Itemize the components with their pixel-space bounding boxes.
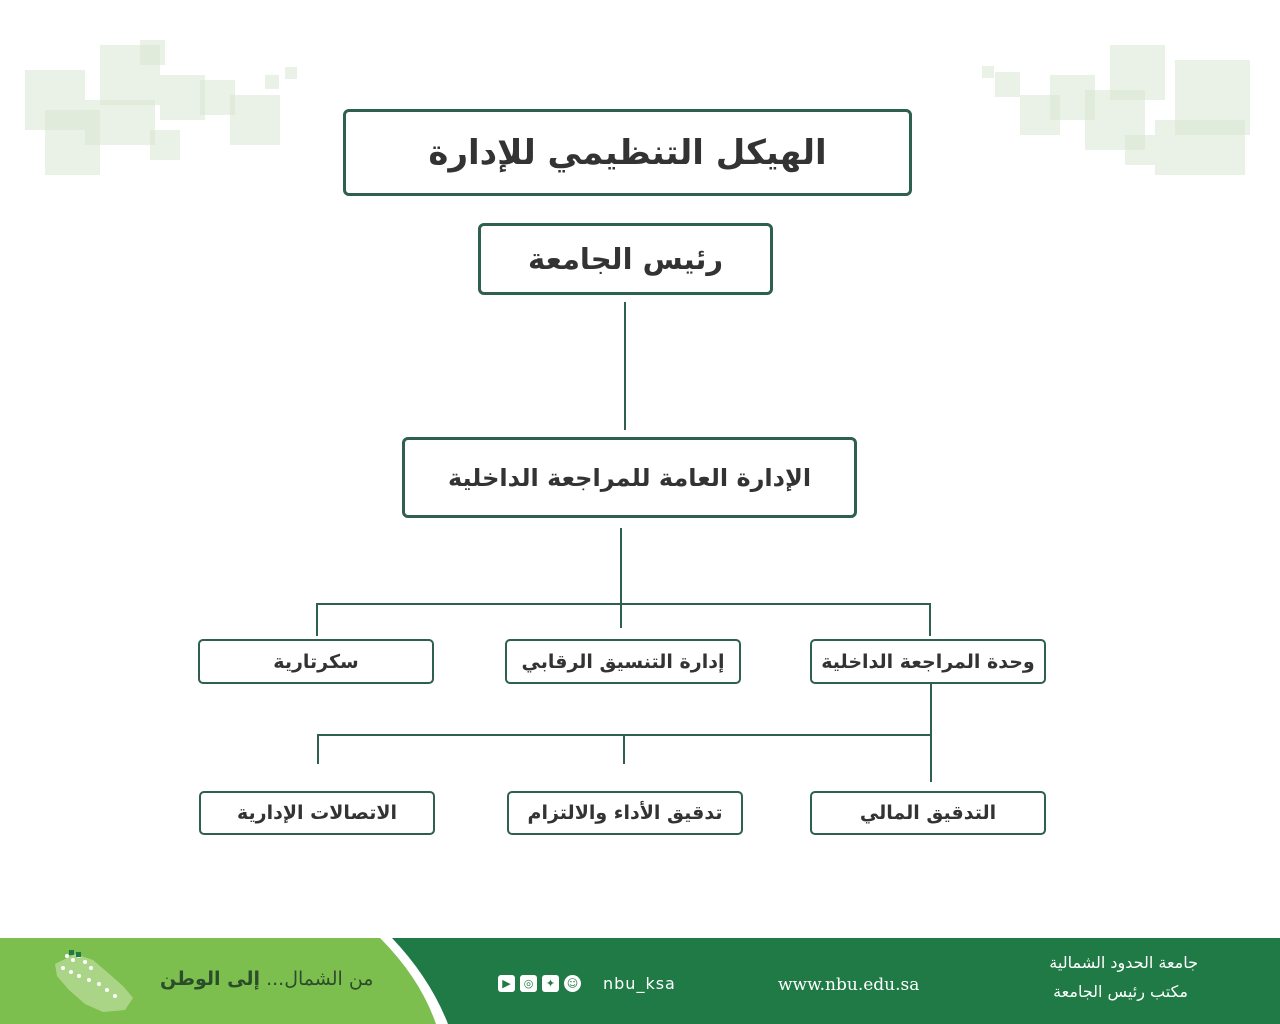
connector-line (930, 684, 932, 782)
node-admin-communications: الاتصالات الإدارية (199, 791, 435, 835)
connector-line (316, 603, 318, 636)
connector-line (929, 603, 931, 636)
office-name: مكتب رئيس الجامعة (1053, 982, 1188, 1001)
connector-line (620, 528, 622, 628)
social-handle[interactable]: nbu_ksa (603, 974, 676, 993)
social-icons (498, 975, 581, 992)
slogan-part2: إلى الوطن (160, 968, 261, 990)
snapchat-icon[interactable]: ☺ (564, 975, 581, 992)
node-general-admin: الإدارة العامة للمراجعة الداخلية (402, 437, 857, 518)
connector-line (317, 734, 319, 764)
connector-line (624, 302, 626, 430)
node-oversight-coordination: إدارة التنسيق الرقابي (505, 639, 741, 684)
saudi-map-logo (45, 946, 135, 1016)
node-financial-audit: التدقيق المالي (810, 791, 1046, 835)
university-name: جامعة الحدود الشمالية (1049, 953, 1198, 972)
twitter-icon[interactable]: ✦ (542, 975, 559, 992)
node-president: رئيس الجامعة (478, 223, 773, 295)
website-link[interactable]: www.nbu.edu.sa (778, 975, 920, 995)
slogan-part1: من الشمال... (266, 968, 374, 990)
diagram-title: الهيكل التنظيمي للإدارة (343, 109, 912, 196)
instagram-icon[interactable]: ◎ (520, 975, 537, 992)
node-internal-audit-unit: وحدة المراجعة الداخلية (810, 639, 1046, 684)
connector-line (316, 603, 931, 605)
footer-slogan (160, 968, 374, 990)
node-performance-compliance: تدقيق الأداء والالتزام (507, 791, 743, 835)
connector-line (623, 734, 625, 764)
node-secretariat: سكرتارية (198, 639, 434, 684)
youtube-icon[interactable]: ▶ (498, 975, 515, 992)
